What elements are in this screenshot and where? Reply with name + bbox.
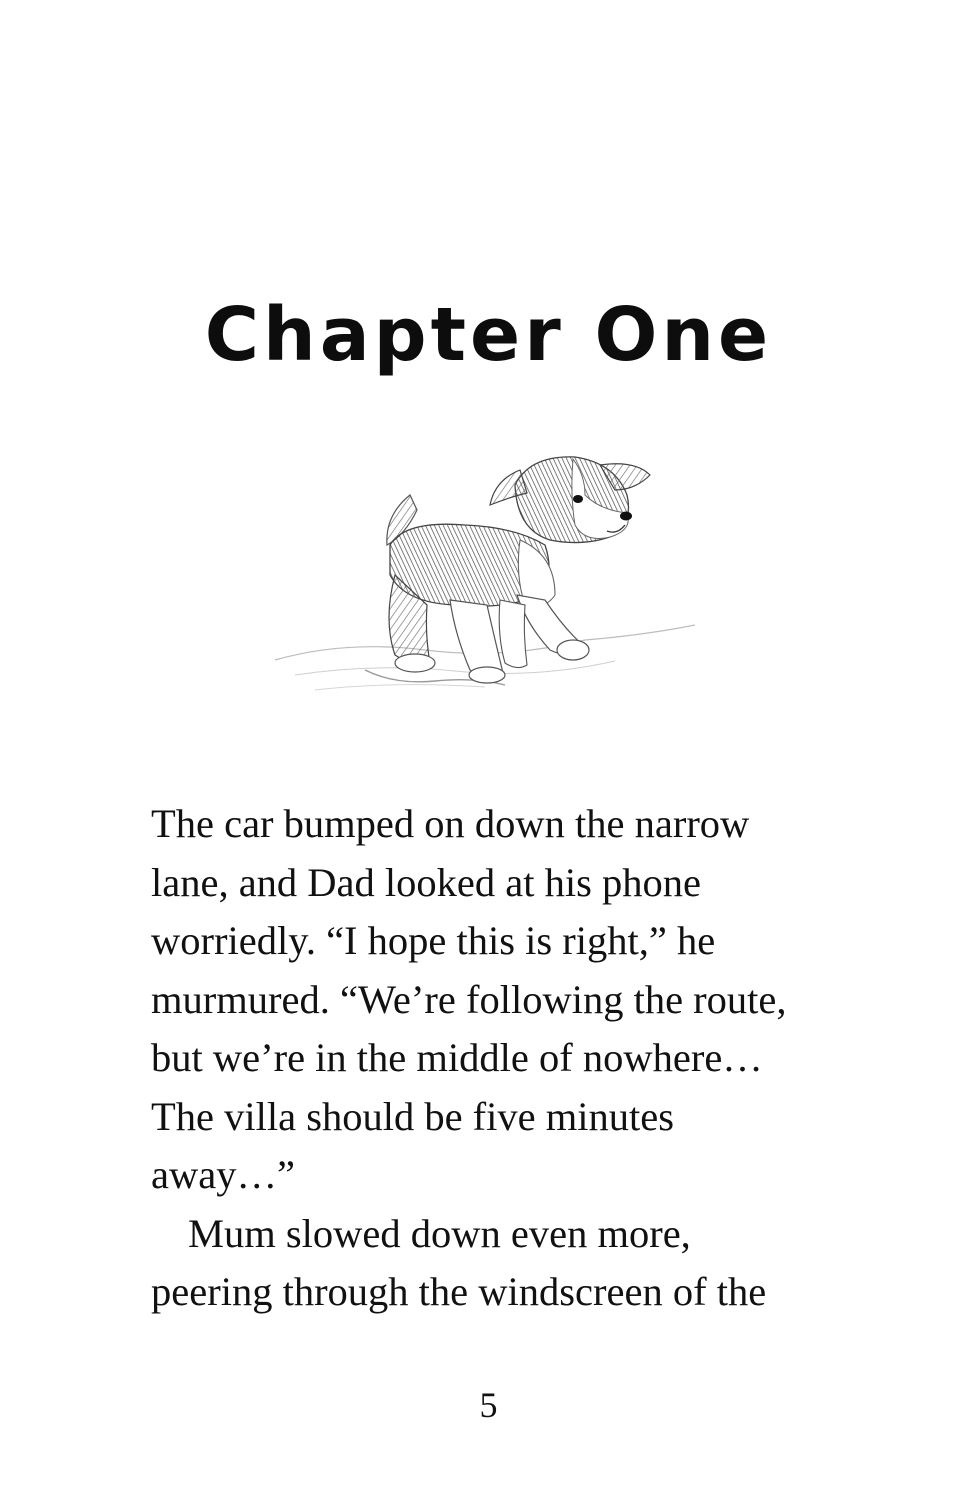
text-line-paragraph-start: Mum slowed down even more, <box>188 1210 691 1256</box>
text-line: but we’re in the middle of nowhere… <box>151 1035 763 1080</box>
chapter-title: Chapter One <box>204 292 773 378</box>
text-line: The car bumped on down the narrow <box>151 801 750 846</box>
text-line: lane, and Dad looked at his phone <box>151 859 701 905</box>
page-number: 5 <box>479 1385 498 1425</box>
text-line: away…” <box>151 1152 295 1197</box>
chapter-body-text <box>151 795 851 1322</box>
puppy-sketch-icon <box>255 435 705 715</box>
text-line: murmured. “We’re following the route, <box>151 976 787 1022</box>
text-line: peering through the windscreen of the <box>151 1269 767 1314</box>
text-line: worriedly. “I hope this is right,” he <box>151 918 716 963</box>
text-line: The villa should be five minutes <box>151 1093 675 1139</box>
